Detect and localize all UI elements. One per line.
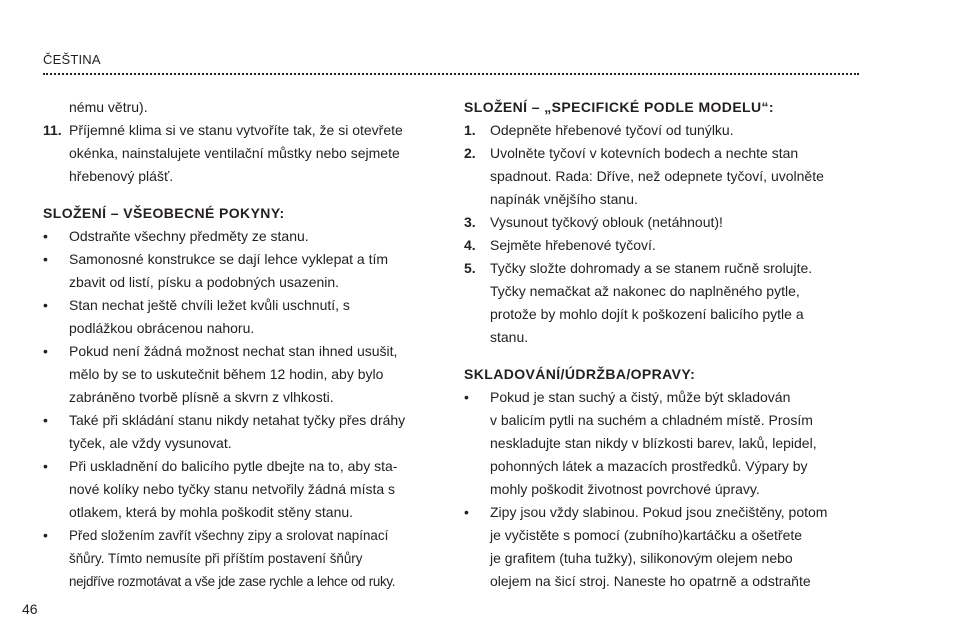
bullet-line: nejdříve rozmotávat a vše jde zase rychle a lehce od ruky. — [69, 574, 396, 589]
bullet-marker: • — [43, 412, 48, 428]
step-number: 5. — [464, 260, 476, 276]
bullet-line: tyček, ale vždy vysunovat. — [69, 435, 232, 451]
step-item — [464, 234, 860, 257]
bullet-line: Stan nechat ještě chvíli ležet kvůli uschnutí, s — [69, 297, 350, 313]
bullet-line: je grafitem (tuha tužky), silikonovým olejem nebo — [490, 550, 793, 566]
step-line: protože by mohlo dojít k poškození balicího pytle a — [490, 306, 804, 322]
step-line: Sejměte hřebenové tyčoví. — [490, 237, 656, 253]
bullet-line: Pokud není žádná možnost nechat stan ihned usušit, — [69, 343, 398, 359]
bullet-line: Samonosné konstrukce se dají lehce vyklepat a tím — [69, 251, 389, 267]
left-column — [43, 96, 439, 593]
step-number: 3. — [464, 214, 476, 230]
bullet-item — [43, 340, 439, 409]
bullet-line: Zipy jsou vždy slabinou. Pokud jsou znečištěny, potom — [490, 504, 828, 520]
bullet-line: Pokud je stan suchý a čistý, může být skladován — [490, 389, 791, 405]
section-heading-storage: SKLADOVÁNÍ/ÚDRŽBA/OPRAVY: — [464, 366, 696, 382]
bullet-marker: • — [43, 458, 48, 474]
bullet-line: zabráněno tvorbě plísně a skvrn z vlhkosti. — [69, 389, 334, 405]
bullet-item — [43, 409, 439, 455]
list-item-11 — [43, 119, 439, 188]
page-language-label: ČEŠTINA — [43, 52, 101, 67]
step-line: stanu. — [490, 329, 529, 345]
step-line: Tyčky nemačkat až nakonec do naplněného pytle, — [490, 283, 800, 299]
item-line: okénka, nainstalujete ventilační můstky nebo sejmete — [69, 145, 400, 161]
bullet-line: podlážkou obrácenou nahoru. — [69, 320, 255, 336]
step-line: Odepněte hřebenové tyčoví od tunýlku. — [490, 122, 734, 138]
bullet-line: otlakem, která by mohla poškodit stěny stanu. — [69, 504, 354, 520]
bullet-line: nové kolíky nebo tyčky stanu netvořily žádná místa s — [69, 481, 396, 497]
bullet-marker: • — [43, 343, 48, 359]
bullet-marker: • — [43, 251, 48, 267]
bullet-marker: • — [464, 389, 469, 405]
bullet-line: mělo by se to uskutečnit během 12 hodin, aby bylo — [69, 366, 384, 382]
section-heading-general: SLOŽENÍ – VŠEOBECNÉ POKYNY: — [43, 205, 285, 221]
page-number: 46 — [22, 601, 38, 617]
step-line: napínák vnějšího stanu. — [490, 191, 638, 207]
bullet-line: šňůry. Tímto nemusíte při příštím postavení šňůry — [69, 551, 363, 566]
bullet-line: je vyčistěte s pomocí (zubního)kartáčku a ošetřete — [490, 527, 803, 543]
item-line: Příjemné klima si ve stanu vytvoříte tak, že si otevřete — [69, 122, 403, 138]
bullet-line: mohly poškodit životnost povrchové úpravy. — [490, 481, 760, 497]
bullet-marker: • — [43, 297, 48, 313]
bullet-item — [43, 524, 439, 593]
bullet-marker: • — [43, 527, 48, 543]
step-number: 4. — [464, 237, 476, 253]
bullet-item — [43, 248, 439, 294]
bullet-line: Při uskladnění do balicího pytle dbejte na to, aby sta- — [69, 458, 398, 474]
continuation-text: nému větru). — [69, 99, 148, 115]
bullet-marker: • — [464, 504, 469, 520]
section-heading-model-specific: SLOŽENÍ – „SPECIFICKÉ PODLE MODELU“: — [464, 99, 774, 115]
step-number: 1. — [464, 122, 476, 138]
bullet-item — [43, 225, 439, 248]
step-item — [464, 119, 860, 142]
step-line: spadnout. Rada: Dříve, než odepnete tyčoví, uvolněte — [490, 168, 824, 184]
bullet-item — [43, 455, 439, 524]
bullet-item — [464, 386, 860, 501]
item-line: hřebenový plášť. — [69, 168, 174, 184]
bullet-line: Před složením zavřít všechny zipy a srolovat napínací — [69, 528, 389, 543]
bullet-line: Také při skládání stanu nikdy netahat tyčky přes dráhy — [69, 412, 406, 428]
step-item — [464, 257, 860, 349]
dotted-divider — [43, 73, 859, 75]
step-line: Tyčky složte dohromady a se stanem ručně srolujte. — [490, 260, 813, 276]
bullet-marker: • — [43, 228, 48, 244]
step-line: Vysunout tyčkový oblouk (netáhnout)! — [490, 214, 723, 230]
bullet-item — [43, 294, 439, 340]
bullet-line: neskladujte stan nikdy v blízkosti barev, laků, lepidel, — [490, 435, 817, 451]
step-item — [464, 142, 860, 211]
right-column — [464, 96, 860, 593]
step-number: 2. — [464, 145, 476, 161]
bullet-line: olejem na šicí stroj. Naneste ho opatrně a odstraňte — [490, 573, 811, 589]
item-number: 11. — [43, 122, 62, 138]
bullet-item — [464, 501, 860, 593]
bullet-line: v balicím pytli na suchém a chladném místě. Prosím — [490, 412, 813, 428]
step-item — [464, 211, 860, 234]
bullet-line: pohonných látek a mazacích prostředků. Výpary by — [490, 458, 808, 474]
bullet-line: zbavit od listí, písku a podobných usazenin. — [69, 274, 340, 290]
step-line: Uvolněte tyčoví v kotevních bodech a nechte stan — [490, 145, 799, 161]
bullet-line: Odstraňte všechny předměty ze stanu. — [69, 228, 309, 244]
